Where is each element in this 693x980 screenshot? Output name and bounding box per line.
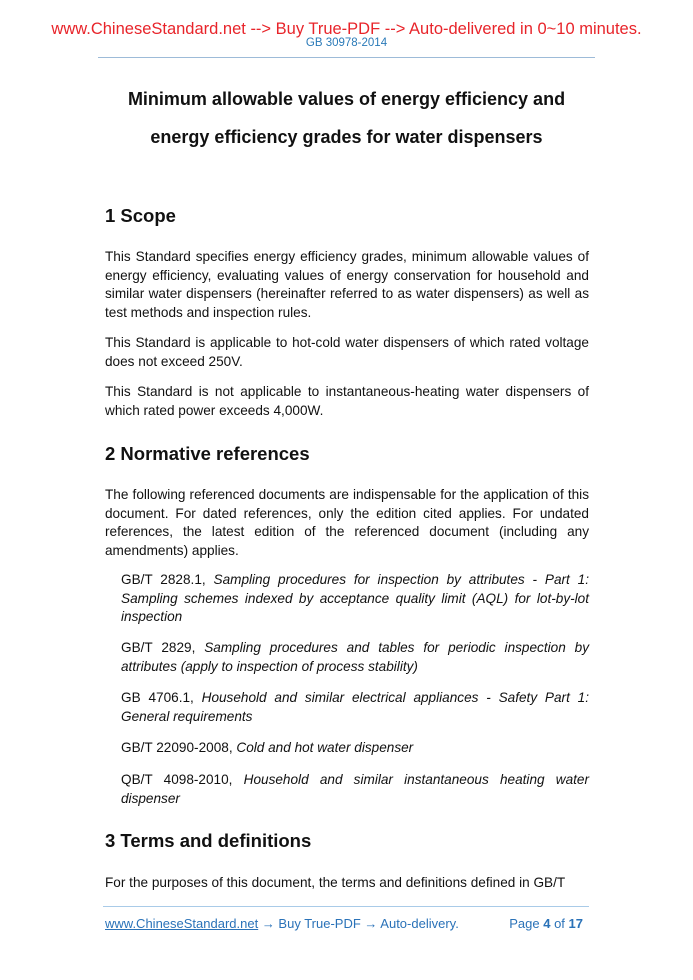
terms-paragraph-1: For the purposes of this document, the terms and definitions defined in GB/T — [105, 875, 566, 890]
footer-tagline: → Buy True-PDF → Auto-delivery. — [258, 916, 459, 931]
reference-code: QB/T 4098-2010, — [121, 772, 244, 787]
page-footer — [105, 916, 589, 932]
reference-code: GB 4706.1, — [121, 690, 202, 705]
reference-title: Household and similar electrical appliances - Safety Part 1: General requirements — [121, 690, 589, 724]
document-title — [98, 80, 595, 156]
scope-paragraph-2: This Standard is applicable to hot-cold water dispensers of which rated voltage does not exceed 250V. — [105, 335, 589, 369]
reference-title: Sampling procedures for inspection by attributes - Part 1: Sampling schemes indexed by acceptance quality limit (AQL) for lot-by-lot inspection — [121, 572, 589, 624]
reference-code: GB/T 2828.1, — [121, 572, 214, 587]
reference-item — [121, 771, 589, 808]
footer-rule — [103, 906, 589, 907]
reference-item — [121, 639, 589, 676]
reference-code: GB/T 22090-2008, — [121, 740, 237, 755]
reference-title: Sampling procedures and tables for periodic inspection by attributes (apply to inspection of process stability) — [121, 640, 589, 674]
document-title-line-1: Minimum allowable values of energy efficiency and — [127, 89, 566, 109]
page-label: Page — [509, 916, 540, 931]
section-heading-scope: 1 Scope — [105, 205, 176, 226]
scope-paragraph-1: This Standard specifies energy efficiency grades, minimum allowable values of energy efficiency, evaluating values of energy conservation for household and similar water dispensers (hereinafter referred to as water dispensers) as well as test methods and inspection rules. — [105, 249, 589, 320]
reference-item — [121, 689, 589, 726]
document-title-line-2: energy efficiency grades for water dispensers — [150, 127, 543, 147]
reference-title: Cold and hot water dispenser — [236, 740, 414, 755]
scope-paragraph-3: This Standard is not applicable to instantaneous-heating water dispensers of which rated power exceeds 4,000W. — [105, 384, 589, 418]
normative-references-intro: The following referenced documents are indispensable for the application of this document. For dated references, only the edition cited applies. For undated references, the latest edition of the referenced document (including any amendments) applies. — [105, 487, 589, 558]
reference-code: GB/T 2829, — [121, 640, 205, 655]
page-current: 4 — [543, 916, 551, 931]
document-code: GB 30978-2014 — [305, 37, 388, 49]
page-of-label: of — [554, 916, 565, 931]
reference-item — [121, 739, 589, 758]
page-indicator — [509, 916, 583, 932]
footer-site-link[interactable]: www.ChineseStandard.net — [105, 916, 259, 931]
reference-title: Household and similar instantaneous heating water dispenser — [121, 772, 589, 806]
header-rule — [98, 57, 595, 58]
reference-item — [121, 571, 589, 627]
promo-banner[interactable]: www.ChineseStandard.net --> Buy True-PDF --> Auto-delivered in 0~10 minutes. — [51, 20, 642, 38]
section-heading-normative-references: 2 Normative references — [105, 443, 310, 464]
section-heading-terms-and-definitions: 3 Terms and definitions — [105, 830, 312, 851]
page-total: 17 — [568, 916, 583, 931]
